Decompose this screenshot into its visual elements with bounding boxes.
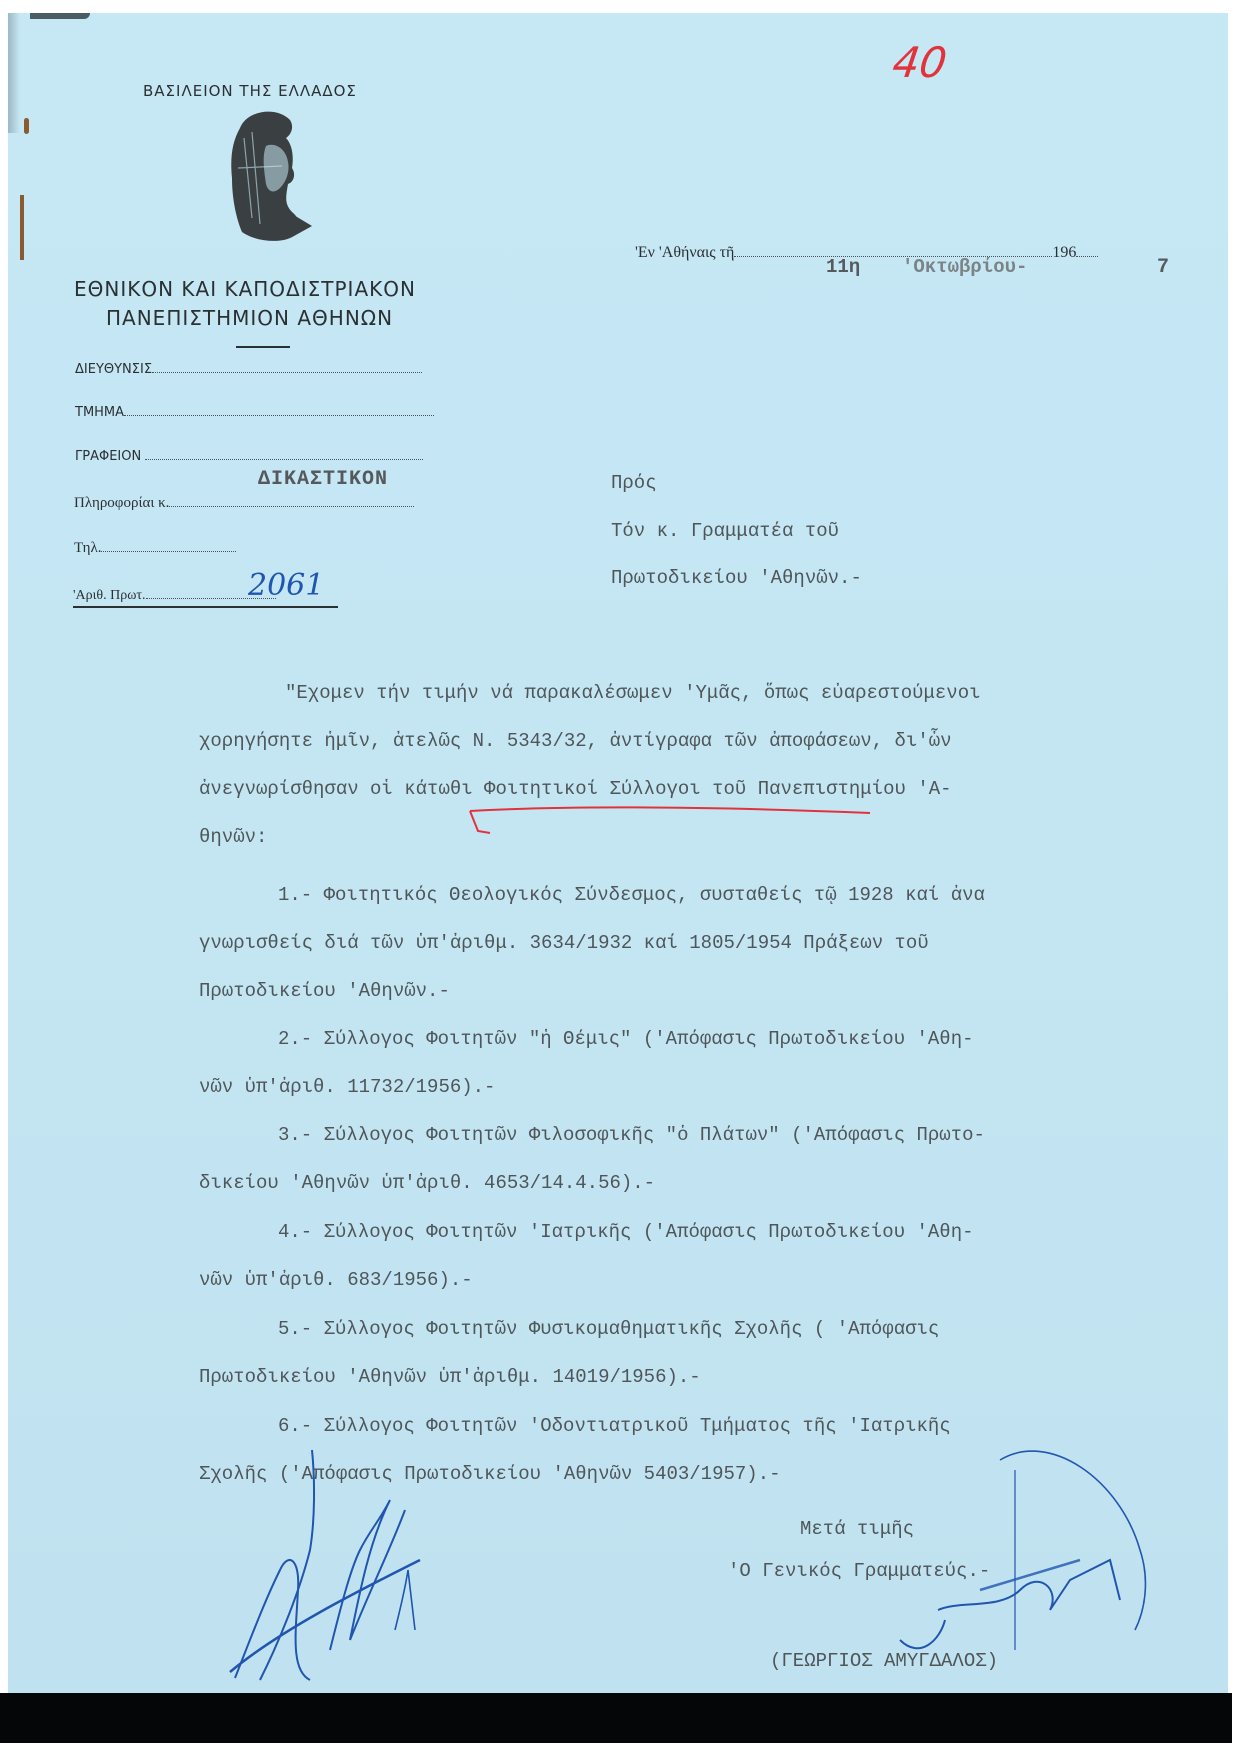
university-name-line1: ΕΘΝΙΚΟΝ ΚΑΙ ΚΑΠΟΔΙΣΤΡΙΑΚΟΝ bbox=[74, 277, 416, 301]
closing-regards: Μετά τιμῆς bbox=[800, 1518, 915, 1540]
university-name-line2: ΠΑΝΕΠΙΣΤΗΜΙΟΝ ΑΘΗΝΩΝ bbox=[106, 306, 394, 330]
scan-bottom-edge bbox=[0, 1693, 1232, 1743]
item-1-line: Πρωτοδικείου 'Αθηνῶν.- bbox=[199, 980, 450, 1002]
protocol-label: 'Αριθ. Πρωτ. bbox=[73, 588, 146, 603]
date-day: 11η bbox=[826, 256, 861, 278]
phone-dotted-line bbox=[101, 550, 236, 552]
letterhead-divider bbox=[236, 346, 290, 348]
date-line bbox=[635, 244, 1098, 262]
info-label: Πληροφορίαι κ. bbox=[74, 495, 170, 511]
closing-title: 'Ο Γενικός Γραμματεύς.- bbox=[728, 1560, 991, 1582]
phone-label: Τηλ. bbox=[74, 540, 102, 556]
staple-hole-icon bbox=[24, 118, 29, 134]
phone-field bbox=[74, 540, 236, 557]
office-dotted-line bbox=[145, 458, 423, 460]
protocol-underline bbox=[73, 606, 338, 608]
scan-shadow-left bbox=[8, 13, 20, 133]
body-line: "Εχομεν τήν τιμήν νά παρακαλέσωμεν 'Υμᾶς, ὅπως εὐαρεστούμενοι bbox=[285, 682, 981, 704]
section-label: ΤΜΗΜΑ bbox=[75, 405, 125, 420]
item-1-line: γνωρισθείς διά τῶν ὑπ'ἀριθμ. 3634/1932 καί 1805/1954 Πράξεων τοῦ bbox=[199, 932, 929, 954]
directorate-field bbox=[75, 362, 422, 377]
red-underline-mark bbox=[460, 805, 880, 845]
item-4-line: νῶν ὑπ'ἀριθ. 683/1956).- bbox=[199, 1269, 473, 1291]
recipient-line2: Πρωτοδικείου 'Αθηνῶν.- bbox=[611, 567, 862, 589]
item-1-line: 1.- Φοιτητικός Θεολογικός Σύνδεσμος, συσταθείς τῷ 1928 καί ἀνα bbox=[278, 884, 985, 906]
item-5-line: 5.- Σύλλογος Φοιτητῶν Φυσικομαθηματικῆς Σχολῆς ( 'Απόφασις bbox=[278, 1318, 940, 1340]
item-2-line: νῶν ὑπ'ἀριθ. 11732/1956).- bbox=[199, 1076, 496, 1098]
item-2-line: 2.- Σύλλογος Φοιτητῶν "ἡ Θέμις" ('Απόφασις Πρωτοδικείου 'Αθη- bbox=[278, 1028, 974, 1050]
protocol-field bbox=[73, 588, 276, 604]
recipient-to: Πρός bbox=[611, 472, 657, 494]
recipient-line1: Τόν κ. Γραμματέα τοῦ bbox=[611, 520, 840, 542]
body-line: ἀνεγνωρίσθησαν οἱ κάτωθι Φοιτητικοί Σύλλογοι τοῦ Πανεπιστημίου 'Α- bbox=[199, 778, 952, 800]
body-line: χορηγήσητε ἡμῖν, ἀτελῶς Ν. 5343/32, ἀντίγραφα τῶν ἀποφάσεων, δι'ὧν bbox=[199, 730, 952, 752]
year-dotted-line bbox=[1076, 255, 1098, 257]
item-6-line: Σχολῆς ('Απόφασις Πρωτοδικείου 'Αθηνῶν 5403/1957).- bbox=[199, 1463, 781, 1485]
date-prefix: 'Εν 'Αθήναις τῆ bbox=[635, 244, 735, 261]
section-dotted-line bbox=[124, 414, 434, 416]
scan-shadow bbox=[30, 13, 90, 19]
body-line: θηνῶν: bbox=[199, 826, 268, 848]
info-field bbox=[74, 495, 414, 512]
item-3-line: 3.- Σύλλογος Φοιτητῶν Φιλοσοφικῆς "ὁ Πλάτων" ('Απόφασις Πρωτο- bbox=[278, 1124, 985, 1146]
protocol-number-handwritten: 2061 bbox=[248, 568, 325, 603]
date-month: 'Οκτωβρίου- bbox=[902, 256, 1028, 278]
right-signature-icon bbox=[820, 1440, 1200, 1670]
item-4-line: 4.- Σύλλογος Φοιτητῶν 'Ιατρικῆς ('Απόφασις Πρωτοδικείου 'Αθη- bbox=[278, 1221, 974, 1243]
item-3-line: δικείου 'Αθηνῶν ὑπ'ἀριθ. 4653/14.4.56).- bbox=[199, 1172, 656, 1194]
item-5-line: Πρωτοδικείου 'Αθηνῶν ὑπ'ἀριθμ. 14019/1956).- bbox=[199, 1366, 701, 1388]
staple-icon bbox=[20, 195, 24, 260]
directorate-label: ΔΙΕΥΘΥΝΣΙΣ bbox=[75, 362, 153, 377]
info-dotted-line bbox=[169, 505, 414, 507]
page-number-annotation: 40 bbox=[889, 38, 950, 87]
athena-emblem-icon bbox=[222, 108, 322, 248]
kingdom-header: ΒΑΣΙΛΕΙΟΝ ΤΗΣ ΕΛΛΑΔΟΣ bbox=[143, 82, 357, 100]
directorate-dotted-line bbox=[152, 371, 422, 373]
date-year-suffix: 7 bbox=[1157, 256, 1170, 279]
signatory-name: (ΓΕΩΡΓΙΟΣ ΑΜΥΓΔΑΛΟΣ) bbox=[770, 1650, 999, 1672]
item-6-line: 6.- Σύλλογος Φοιτητῶν 'Οδοντιατρικοῦ Τμήματος τῆς 'Ιατρικῆς bbox=[278, 1415, 951, 1437]
office-value: ΔΙΚΑΣΤΙΚΟΝ bbox=[258, 468, 389, 491]
year-prefix: 196 bbox=[1052, 244, 1077, 261]
left-signature-icon bbox=[220, 1440, 450, 1690]
section-field bbox=[75, 405, 434, 420]
office-label: ΓΡΑΦΕΙΟΝ bbox=[75, 449, 142, 464]
office-field bbox=[75, 449, 423, 464]
